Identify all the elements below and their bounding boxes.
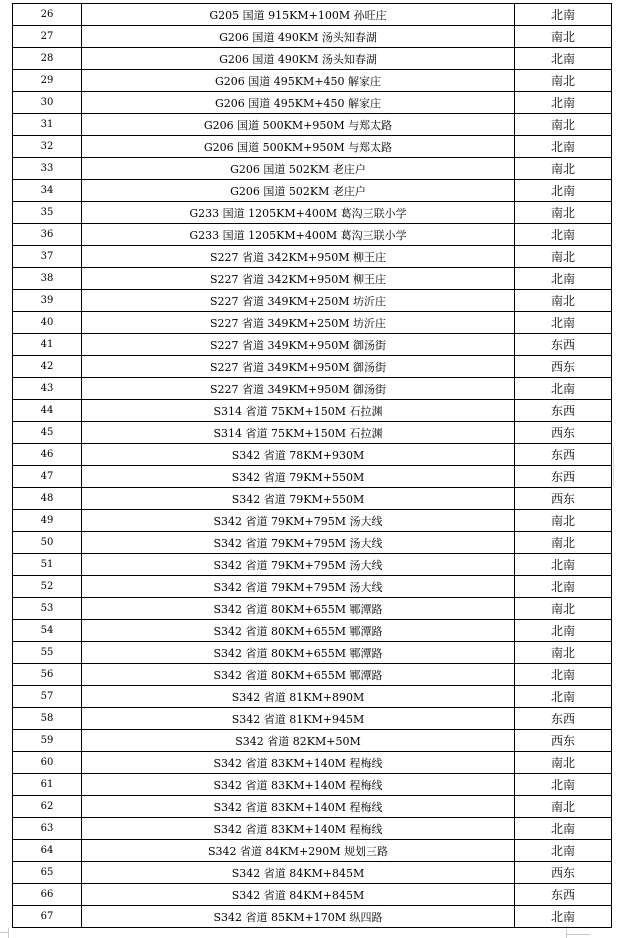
direction-cell: 北南 bbox=[515, 4, 612, 26]
row-number-cell: 29 bbox=[13, 70, 82, 92]
table-row bbox=[13, 466, 612, 488]
table-row bbox=[13, 818, 612, 840]
direction-cell: 西东 bbox=[515, 422, 612, 444]
table-row bbox=[13, 620, 612, 642]
location-cell: S227 省道 342KM+950M 柳王庄 bbox=[82, 268, 515, 290]
location-cell: S342 省道 82KM+50M bbox=[82, 730, 515, 752]
location-cell: G233 国道 1205KM+400M 葛沟三联小学 bbox=[82, 224, 515, 246]
table-row bbox=[13, 334, 612, 356]
direction-cell: 北南 bbox=[515, 818, 612, 840]
table-row bbox=[13, 202, 612, 224]
location-cell: G206 国道 490KM 汤头知春湖 bbox=[82, 26, 515, 48]
table-row bbox=[13, 180, 612, 202]
location-cell: S227 省道 342KM+950M 柳王庄 bbox=[82, 246, 515, 268]
table-row bbox=[13, 488, 612, 510]
location-cell: S342 省道 79KM+795M 汤大线 bbox=[82, 554, 515, 576]
row-number-cell: 46 bbox=[13, 444, 82, 466]
direction-cell: 南北 bbox=[515, 642, 612, 664]
location-cell: S342 省道 80KM+655M 鄆潭路 bbox=[82, 598, 515, 620]
location-cell: S342 省道 79KM+795M 汤大线 bbox=[82, 510, 515, 532]
table-row bbox=[13, 378, 612, 400]
row-number-cell: 63 bbox=[13, 818, 82, 840]
direction-cell: 北南 bbox=[515, 906, 612, 928]
row-number-cell: 56 bbox=[13, 664, 82, 686]
direction-cell: 南北 bbox=[515, 752, 612, 774]
row-number-cell: 47 bbox=[13, 466, 82, 488]
page-corner-mark bbox=[8, 928, 9, 938]
page-edge-mark bbox=[613, 446, 614, 486]
location-cell: S342 省道 85KM+170M 纵四路 bbox=[82, 906, 515, 928]
direction-cell: 南北 bbox=[515, 202, 612, 224]
direction-cell: 南北 bbox=[515, 796, 612, 818]
direction-cell: 北南 bbox=[515, 378, 612, 400]
table-row bbox=[13, 554, 612, 576]
row-number-cell: 64 bbox=[13, 840, 82, 862]
direction-cell: 南北 bbox=[515, 26, 612, 48]
location-cell: S227 省道 349KM+950M 御汤街 bbox=[82, 334, 515, 356]
direction-cell: 东西 bbox=[515, 884, 612, 906]
row-number-cell: 40 bbox=[13, 312, 82, 334]
table-body bbox=[13, 4, 612, 928]
direction-cell: 东西 bbox=[515, 466, 612, 488]
direction-cell: 北南 bbox=[515, 686, 612, 708]
table-row bbox=[13, 246, 612, 268]
direction-cell: 北南 bbox=[515, 554, 612, 576]
direction-cell: 南北 bbox=[515, 510, 612, 532]
row-number-cell: 54 bbox=[13, 620, 82, 642]
location-cell: S342 省道 78KM+930M bbox=[82, 444, 515, 466]
row-number-cell: 49 bbox=[13, 510, 82, 532]
location-cell: S342 省道 79KM+550M bbox=[82, 466, 515, 488]
row-number-cell: 45 bbox=[13, 422, 82, 444]
direction-cell: 北南 bbox=[515, 620, 612, 642]
table-row bbox=[13, 862, 612, 884]
direction-cell: 西东 bbox=[515, 488, 612, 510]
direction-cell: 北南 bbox=[515, 312, 612, 334]
row-number-cell: 33 bbox=[13, 158, 82, 180]
location-cell: S342 省道 81KM+890M bbox=[82, 686, 515, 708]
direction-cell: 西东 bbox=[515, 862, 612, 884]
table-row bbox=[13, 840, 612, 862]
table-row bbox=[13, 686, 612, 708]
table-row bbox=[13, 884, 612, 906]
location-cell: S342 省道 79KM+795M 汤大线 bbox=[82, 532, 515, 554]
direction-cell: 北南 bbox=[515, 576, 612, 598]
table-row bbox=[13, 136, 612, 158]
table-row bbox=[13, 26, 612, 48]
direction-cell: 北南 bbox=[515, 268, 612, 290]
row-number-cell: 57 bbox=[13, 686, 82, 708]
direction-cell: 东西 bbox=[515, 400, 612, 422]
location-cell: S342 省道 80KM+655M 鄆潭路 bbox=[82, 664, 515, 686]
table-row bbox=[13, 70, 612, 92]
location-cell: S342 省道 79KM+550M bbox=[82, 488, 515, 510]
row-number-cell: 28 bbox=[13, 48, 82, 70]
location-cell: G206 国道 500KM+950M 与郑太路 bbox=[82, 136, 515, 158]
table-row bbox=[13, 400, 612, 422]
direction-cell: 南北 bbox=[515, 70, 612, 92]
location-cell: S342 省道 83KM+140M 程梅线 bbox=[82, 818, 515, 840]
location-cell: S342 省道 81KM+945M bbox=[82, 708, 515, 730]
table-row bbox=[13, 92, 612, 114]
table-row bbox=[13, 4, 612, 26]
location-cell: G205 国道 915KM+100M 孙旺庄 bbox=[82, 4, 515, 26]
row-number-cell: 38 bbox=[13, 268, 82, 290]
table-row bbox=[13, 48, 612, 70]
table-row bbox=[13, 664, 612, 686]
row-number-cell: 50 bbox=[13, 532, 82, 554]
direction-cell: 北南 bbox=[515, 180, 612, 202]
direction-cell: 东西 bbox=[515, 444, 612, 466]
row-number-cell: 60 bbox=[13, 752, 82, 774]
location-cell: G206 国道 502KM 老庄户 bbox=[82, 180, 515, 202]
location-cell: S342 省道 83KM+140M 程梅线 bbox=[82, 796, 515, 818]
location-cell: S314 省道 75KM+150M 石拉渊 bbox=[82, 400, 515, 422]
monitoring-location-table bbox=[12, 3, 612, 928]
direction-cell: 东西 bbox=[515, 708, 612, 730]
direction-cell: 南北 bbox=[515, 158, 612, 180]
location-cell: G206 国道 495KM+450 解家庄 bbox=[82, 92, 515, 114]
row-number-cell: 61 bbox=[13, 774, 82, 796]
direction-cell: 北南 bbox=[515, 48, 612, 70]
direction-cell: 南北 bbox=[515, 532, 612, 554]
row-number-cell: 52 bbox=[13, 576, 82, 598]
row-number-cell: 44 bbox=[13, 400, 82, 422]
table-row bbox=[13, 312, 612, 334]
row-number-cell: 48 bbox=[13, 488, 82, 510]
row-number-cell: 67 bbox=[13, 906, 82, 928]
direction-cell: 西东 bbox=[515, 356, 612, 378]
table-row bbox=[13, 730, 612, 752]
row-number-cell: 43 bbox=[13, 378, 82, 400]
location-cell: S227 省道 349KM+250M 坊沂庄 bbox=[82, 290, 515, 312]
direction-cell: 北南 bbox=[515, 136, 612, 158]
page-corner-mark bbox=[566, 934, 590, 935]
location-cell: S227 省道 349KM+950M 御汤街 bbox=[82, 356, 515, 378]
row-number-cell: 37 bbox=[13, 246, 82, 268]
location-cell: S342 省道 80KM+655M 鄆潭路 bbox=[82, 620, 515, 642]
row-number-cell: 55 bbox=[13, 642, 82, 664]
location-cell: G233 国道 1205KM+400M 葛沟三联小学 bbox=[82, 202, 515, 224]
row-number-cell: 27 bbox=[13, 26, 82, 48]
row-number-cell: 36 bbox=[13, 224, 82, 246]
direction-cell: 北南 bbox=[515, 224, 612, 246]
location-cell: S342 省道 83KM+140M 程梅线 bbox=[82, 752, 515, 774]
location-cell: S314 省道 75KM+150M 石拉渊 bbox=[82, 422, 515, 444]
table-row bbox=[13, 598, 612, 620]
row-number-cell: 35 bbox=[13, 202, 82, 224]
table-row bbox=[13, 532, 612, 554]
location-cell: G206 国道 495KM+450 解家庄 bbox=[82, 70, 515, 92]
row-number-cell: 51 bbox=[13, 554, 82, 576]
row-number-cell: 59 bbox=[13, 730, 82, 752]
table-row bbox=[13, 796, 612, 818]
table-row bbox=[13, 356, 612, 378]
table-row bbox=[13, 774, 612, 796]
location-cell: S342 省道 83KM+140M 程梅线 bbox=[82, 774, 515, 796]
direction-cell: 北南 bbox=[515, 774, 612, 796]
row-number-cell: 65 bbox=[13, 862, 82, 884]
location-cell: S342 省道 79KM+795M 汤大线 bbox=[82, 576, 515, 598]
row-number-cell: 39 bbox=[13, 290, 82, 312]
location-cell: S342 省道 84KM+845M bbox=[82, 884, 515, 906]
row-number-cell: 58 bbox=[13, 708, 82, 730]
table-row bbox=[13, 268, 612, 290]
direction-cell: 南北 bbox=[515, 246, 612, 268]
table-row bbox=[13, 906, 612, 928]
direction-cell: 南北 bbox=[515, 114, 612, 136]
location-cell: G206 国道 502KM 老庄户 bbox=[82, 158, 515, 180]
table-row bbox=[13, 224, 612, 246]
table-row bbox=[13, 422, 612, 444]
direction-cell: 南北 bbox=[515, 598, 612, 620]
page-corner-mark bbox=[0, 932, 9, 933]
location-cell: S227 省道 349KM+950M 御汤街 bbox=[82, 378, 515, 400]
direction-cell: 南北 bbox=[515, 290, 612, 312]
table-row bbox=[13, 444, 612, 466]
location-cell: G206 国道 500KM+950M 与郑太路 bbox=[82, 114, 515, 136]
table-row bbox=[13, 290, 612, 312]
row-number-cell: 26 bbox=[13, 4, 82, 26]
row-number-cell: 34 bbox=[13, 180, 82, 202]
table-row bbox=[13, 642, 612, 664]
table-row bbox=[13, 752, 612, 774]
row-number-cell: 53 bbox=[13, 598, 82, 620]
table-row bbox=[13, 114, 612, 136]
location-cell: S342 省道 80KM+655M 鄆潭路 bbox=[82, 642, 515, 664]
direction-cell: 北南 bbox=[515, 92, 612, 114]
row-number-cell: 62 bbox=[13, 796, 82, 818]
direction-cell: 北南 bbox=[515, 840, 612, 862]
row-number-cell: 32 bbox=[13, 136, 82, 158]
row-number-cell: 41 bbox=[13, 334, 82, 356]
direction-cell: 西东 bbox=[515, 730, 612, 752]
row-number-cell: 30 bbox=[13, 92, 82, 114]
row-number-cell: 42 bbox=[13, 356, 82, 378]
direction-cell: 东西 bbox=[515, 334, 612, 356]
direction-cell: 北南 bbox=[515, 664, 612, 686]
location-cell: S342 省道 84KM+845M bbox=[82, 862, 515, 884]
row-number-cell: 66 bbox=[13, 884, 82, 906]
row-number-cell: 31 bbox=[13, 114, 82, 136]
location-cell: S342 省道 84KM+290M 规划三路 bbox=[82, 840, 515, 862]
location-cell: S227 省道 349KM+250M 坊沂庄 bbox=[82, 312, 515, 334]
table-row bbox=[13, 708, 612, 730]
table-row bbox=[13, 158, 612, 180]
table-row bbox=[13, 510, 612, 532]
location-cell: G206 国道 490KM 汤头知春湖 bbox=[82, 48, 515, 70]
table-row bbox=[13, 576, 612, 598]
